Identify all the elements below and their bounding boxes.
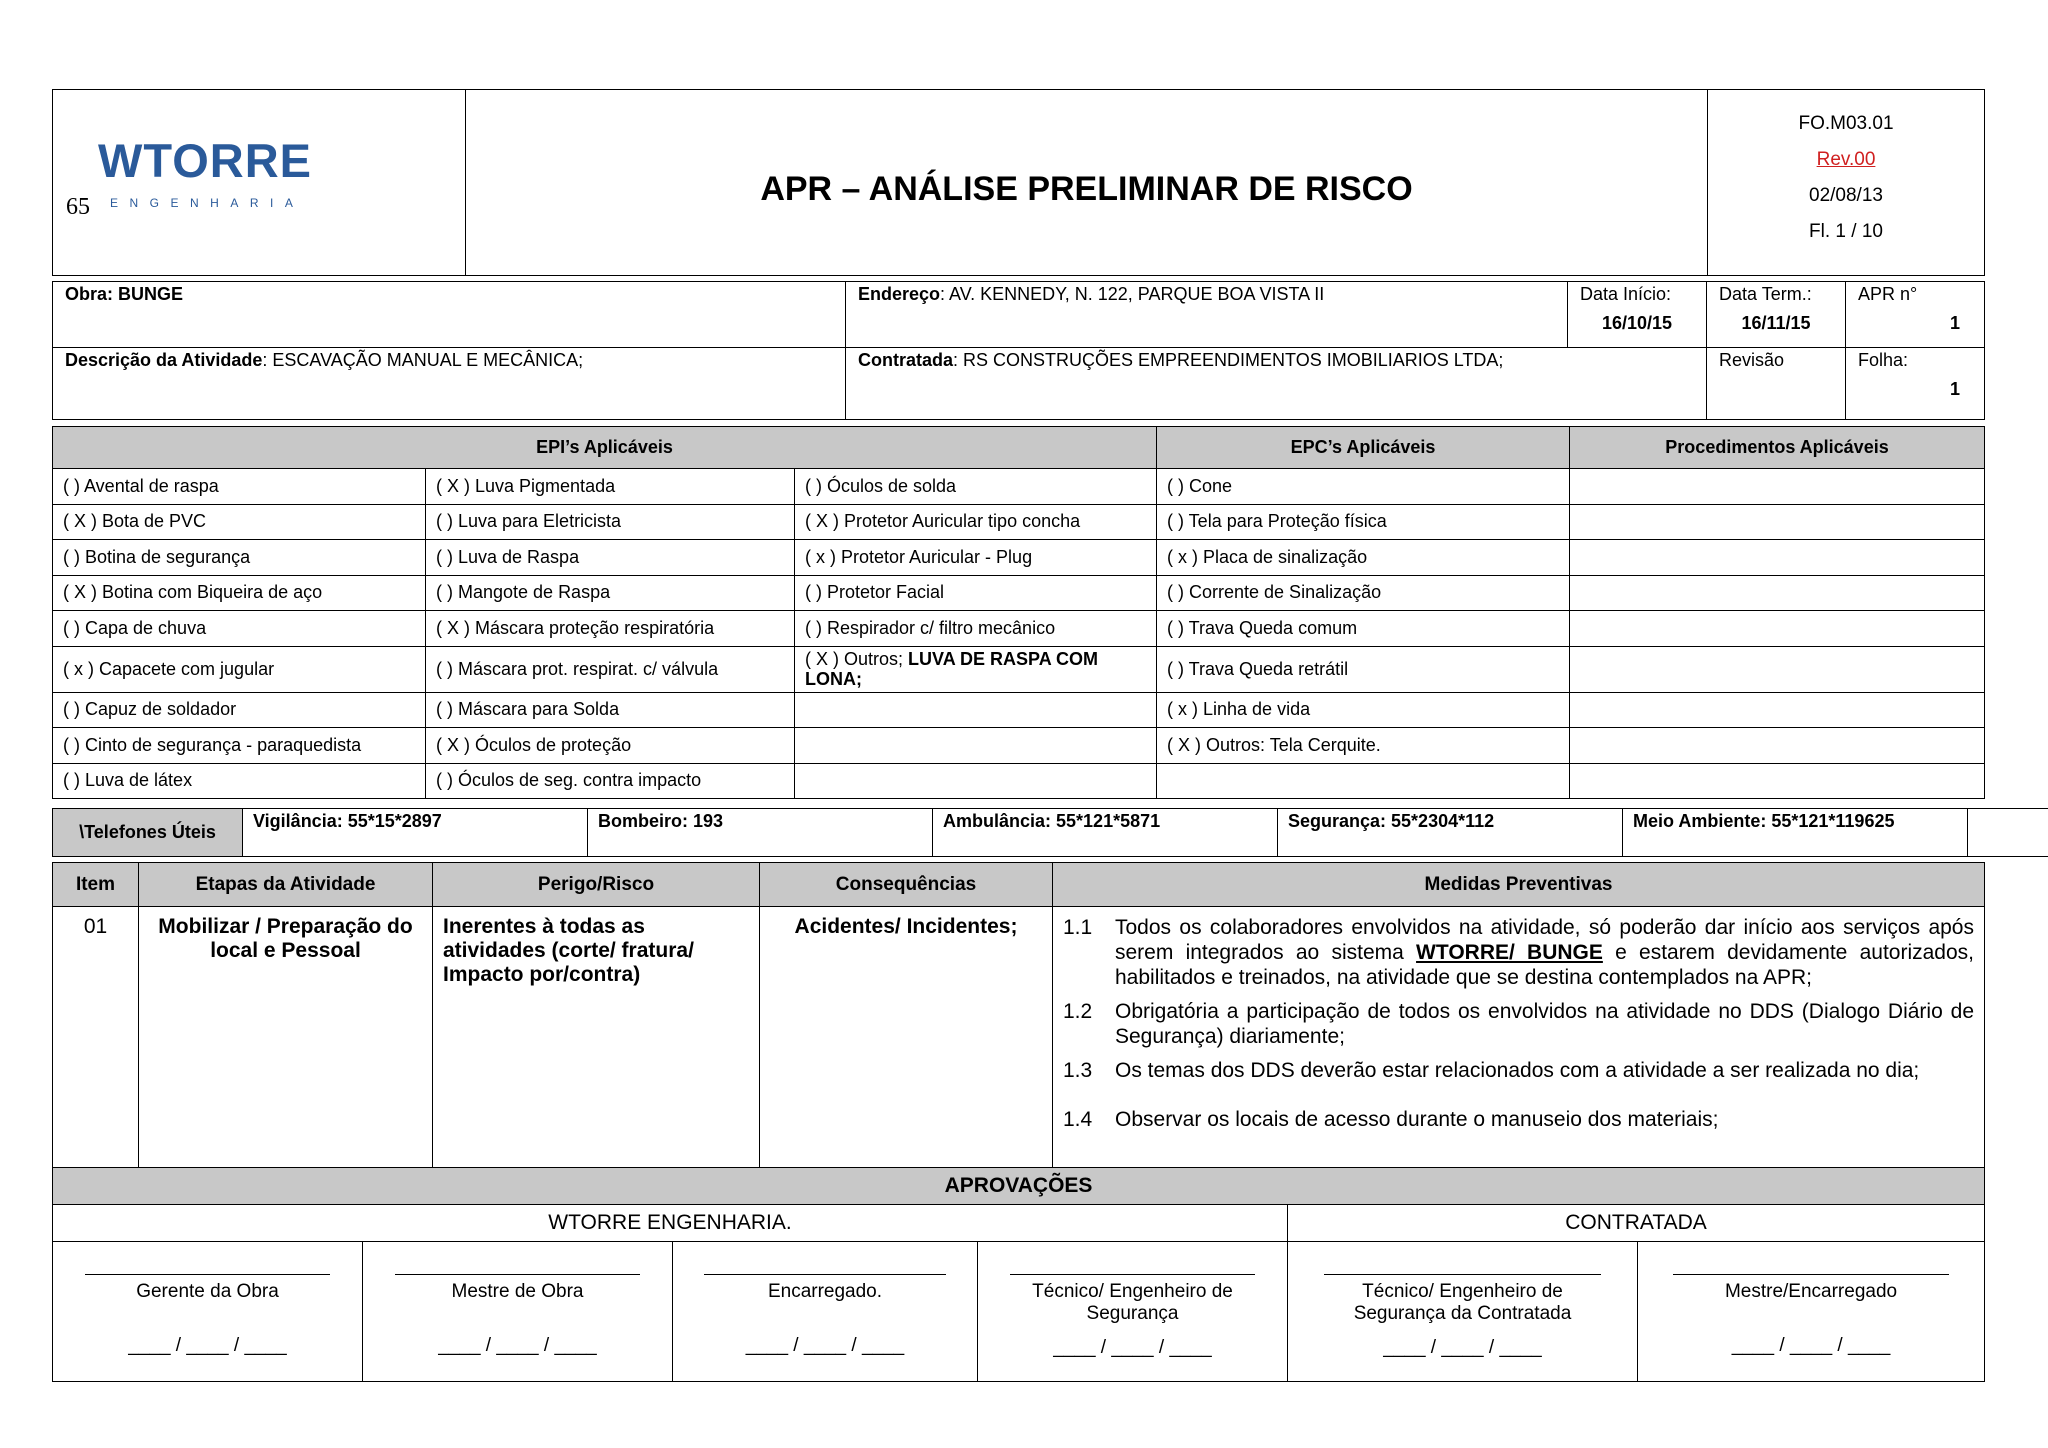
approvals-table bbox=[52, 1167, 1985, 1382]
epi-item: ( ) Protetor Facial bbox=[795, 575, 1157, 611]
phone-ambulancia: Ambulância: 55*121*5871 bbox=[933, 809, 1278, 857]
folha-field: Folha: 1 bbox=[1846, 348, 1985, 420]
procedimento-cell bbox=[1570, 763, 1985, 799]
etapa-text: Mobilizar / Preparação do local e Pessoal bbox=[139, 907, 433, 1203]
phone-meio-ambiente: Meio Ambiente: 55*121*119625 bbox=[1623, 809, 1968, 857]
col-consequencias: Consequências bbox=[760, 863, 1053, 907]
phone-bombeiro: Bombeiro: 193 bbox=[588, 809, 933, 857]
page-title: APR – ANÁLISE PRELIMINAR DE RISCO bbox=[466, 90, 1708, 276]
epi-item: ( X ) Óculos de proteção bbox=[426, 728, 795, 764]
procedimentos-header: Procedimentos Aplicáveis bbox=[1570, 427, 1985, 469]
epi-item: ( ) Respirador c/ filtro mecânico bbox=[795, 611, 1157, 647]
procedimento-cell bbox=[1570, 540, 1985, 576]
procedimento-cell bbox=[1570, 469, 1985, 505]
signature-mestre-encarregado[interactable]: Mestre/Encarregado ____ / ____ / ____ bbox=[1638, 1242, 1985, 1382]
epi-item: ( x ) Protetor Auricular - Plug bbox=[795, 540, 1157, 576]
telefones-table bbox=[52, 808, 2048, 857]
procedimento-cell bbox=[1570, 575, 1985, 611]
epi-item: ( ) Capa de chuva bbox=[53, 611, 426, 647]
epi-item: ( X ) Protetor Auricular tipo concha bbox=[795, 504, 1157, 540]
procedimento-cell bbox=[1570, 611, 1985, 647]
epi-item: ( X ) Máscara proteção respiratória bbox=[426, 611, 795, 647]
epc-item: ( ) Trava Queda retrátil bbox=[1157, 646, 1570, 692]
item-number: 01 bbox=[53, 907, 139, 1203]
epi-item: ( ) Luva de látex bbox=[53, 763, 426, 799]
logo-cell bbox=[53, 90, 466, 276]
epc-item: ( X ) Outros: Tela Cerquite. bbox=[1157, 728, 1570, 764]
signature-mestre-obra[interactable]: Mestre de Obra ____ / ____ / ____ bbox=[363, 1242, 673, 1382]
medida-item: 1.4 Observar os locais de acesso durante o manuseio dos materiais; bbox=[1063, 1108, 1719, 1131]
procedimento-cell bbox=[1570, 504, 1985, 540]
epi-item: ( ) Botina de segurança bbox=[53, 540, 426, 576]
medida-item: 1.3 Os temas dos DDS deverão estar relacionados com a atividade a ser realizada no dia; bbox=[1063, 1059, 1920, 1082]
form-code: FO.M03.01 bbox=[1798, 113, 1894, 134]
epi-item: ( X ) Botina com Biqueira de aço bbox=[53, 575, 426, 611]
activity-table bbox=[52, 862, 1985, 1203]
epi-item bbox=[795, 728, 1157, 764]
document-header bbox=[52, 89, 1985, 276]
epi-item: ( ) Máscara prot. respirat. c/ válvula bbox=[426, 646, 795, 692]
approvals-title: APROVAÇÕES bbox=[53, 1168, 1985, 1205]
contratada-field: Contratada: RS CONSTRUÇÕES EMPREENDIMENTOS IMOBILIARIOS LTDA; bbox=[846, 348, 1707, 420]
wtorre-section: WTORRE ENGENHARIA. bbox=[53, 1205, 1288, 1242]
epc-item: ( ) Corrente de Sinalização bbox=[1157, 575, 1570, 611]
contratada-section: CONTRATADA bbox=[1288, 1205, 1985, 1242]
epi-header: EPI’s Aplicáveis bbox=[53, 427, 1157, 469]
work-info-table bbox=[52, 281, 1985, 420]
epi-item: ( ) Luva de Raspa bbox=[426, 540, 795, 576]
medida-item: 1.2 Obrigatória a participação de todos os envolvidos na atividade no DDS (Dialogo Diário de Segurança) diariamente; bbox=[1063, 1000, 1974, 1048]
epi-item: ( ) Avental de raspa bbox=[53, 469, 426, 505]
data-term-field: Data Term.: 16/11/15 bbox=[1707, 282, 1846, 348]
descricao-field: Descrição da Atividade: ESCAVAÇÃO MANUAL E MECÂNICA; bbox=[53, 348, 846, 420]
epi-item: ( ) Cinto de segurança - paraquedista bbox=[53, 728, 426, 764]
epc-item: ( ) Cone bbox=[1157, 469, 1570, 505]
revision-link[interactable]: Rev.00 bbox=[1816, 149, 1876, 170]
epi-item-outros: ( X ) Outros; LUVA DE RASPA COM LONA; bbox=[795, 646, 1157, 692]
form-meta bbox=[1708, 90, 1985, 276]
epi-item: ( x ) Capacete com jugular bbox=[53, 646, 426, 692]
logo-subtitle: ENGENHARIA bbox=[110, 196, 305, 210]
medidas-list bbox=[1053, 907, 1985, 1203]
revisao-field: Revisão bbox=[1707, 348, 1846, 420]
phone-seguranca: Segurança: 55*2304*112 bbox=[1278, 809, 1623, 857]
epi-item: ( ) Mangote de Raspa bbox=[426, 575, 795, 611]
epi-item: ( ) Máscara para Solda bbox=[426, 692, 795, 728]
col-etapas: Etapas da Atividade bbox=[139, 863, 433, 907]
procedimento-cell bbox=[1570, 692, 1985, 728]
epi-item bbox=[795, 692, 1157, 728]
col-item: Item bbox=[53, 863, 139, 907]
epi-item bbox=[795, 763, 1157, 799]
obra-field: Obra: BUNGE bbox=[53, 282, 846, 348]
epc-item: ( x ) Placa de sinalização bbox=[1157, 540, 1570, 576]
epi-item: ( X ) Luva Pigmentada bbox=[426, 469, 795, 505]
phone-vigilancia: Vigilância: 55*15*2897 bbox=[243, 809, 588, 857]
medida-item: 1.1 Todos os colaboradores envolvidos na atividade, só poderão dar início aos serviços após serem integrados ao sistema WTORRE/ BUNGE e estarem devidamente autorizados, habilitados e treinados, na atividade que se destina contemplados na APR; bbox=[1063, 916, 1974, 989]
epi-item: ( ) Óculos de solda bbox=[795, 469, 1157, 505]
epi-item: ( X ) Bota de PVC bbox=[53, 504, 426, 540]
signature-encarregado[interactable]: Encarregado. ____ / ____ / ____ bbox=[673, 1242, 978, 1382]
epc-item: ( x ) Linha de vida bbox=[1157, 692, 1570, 728]
wtorre-logo: WTORRE bbox=[98, 134, 313, 187]
epi-item: ( ) Óculos de seg. contra impacto bbox=[426, 763, 795, 799]
signature-tecnico-contratada[interactable]: Técnico/ Engenheiro de Segurança da Contratada ____ / ____ / ____ bbox=[1288, 1242, 1638, 1382]
sheet-number: Fl. 1 / 10 bbox=[1809, 221, 1883, 242]
col-medidas: Medidas Preventivas bbox=[1053, 863, 1985, 907]
epi-item: ( ) Capuz de soldador bbox=[53, 692, 426, 728]
epc-header: EPC’s Aplicáveis bbox=[1157, 427, 1570, 469]
epi-item: ( ) Luva para Eletricista bbox=[426, 504, 795, 540]
signature-tecnico-seguranca[interactable]: Técnico/ Engenheiro de Segurança ____ / ____ / ____ bbox=[978, 1242, 1288, 1382]
epc-item bbox=[1157, 763, 1570, 799]
telefones-label: \Telefones Úteis bbox=[53, 809, 243, 857]
epc-item: ( ) Tela para Proteção física bbox=[1157, 504, 1570, 540]
consequencias-text: Acidentes/ Incidentes; bbox=[760, 907, 1053, 1203]
procedimento-cell bbox=[1570, 646, 1985, 692]
endereco-field: Endereço: AV. KENNEDY, N. 122, PARQUE BOA VISTA II bbox=[846, 282, 1568, 348]
epc-item: ( ) Trava Queda comum bbox=[1157, 611, 1570, 647]
signature-gerente[interactable]: Gerente da Obra ____ / ____ / ____ bbox=[53, 1242, 363, 1382]
epi-epc-table bbox=[52, 426, 1985, 799]
form-date: 02/08/13 bbox=[1809, 185, 1883, 206]
procedimento-cell bbox=[1570, 728, 1985, 764]
apr-number-field: APR n° 1 bbox=[1846, 282, 1985, 348]
logo-number: 65 bbox=[66, 194, 90, 220]
col-perigo: Perigo/Risco bbox=[433, 863, 760, 907]
perigo-text: Inerentes à todas as atividades (corte/ fratura/ Impacto por/contra) bbox=[433, 907, 760, 1203]
data-inicio-field: Data Início: 16/10/15 bbox=[1568, 282, 1707, 348]
phone-empty bbox=[1968, 809, 2048, 857]
